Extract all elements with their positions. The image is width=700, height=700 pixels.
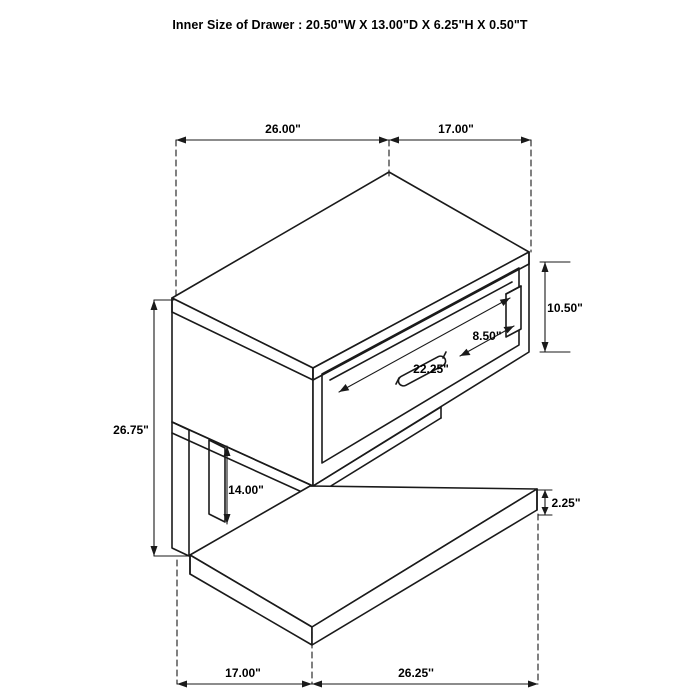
dimension-label-base-width: 26.25'' [398, 666, 434, 680]
dimension-label-top-depth-side: 17.00" [438, 122, 474, 136]
left-rear-upright [209, 440, 225, 522]
page-title: Inner Size of Drawer : 20.50"W X 13.00"D X 6.25"H X 0.50"T [172, 18, 528, 32]
dimension-label-overall-height: 26.75" [113, 423, 149, 437]
left-front-upright [172, 422, 189, 556]
dimension-label-shelf-opening-height: 14.00" [228, 483, 264, 497]
dimension-label-base-depth: 17.00" [225, 666, 261, 680]
dimension-label-drawer-front-width: 22.25" [413, 362, 449, 376]
dimension-label-top-width-front: 26.00" [265, 122, 301, 136]
dimension-label-drawer-front-height: 10.50" [547, 301, 583, 315]
dimension-label-base-thickness: 2.25" [551, 496, 581, 510]
dimension-label-drawer-side-height: 8.50" [472, 329, 502, 343]
